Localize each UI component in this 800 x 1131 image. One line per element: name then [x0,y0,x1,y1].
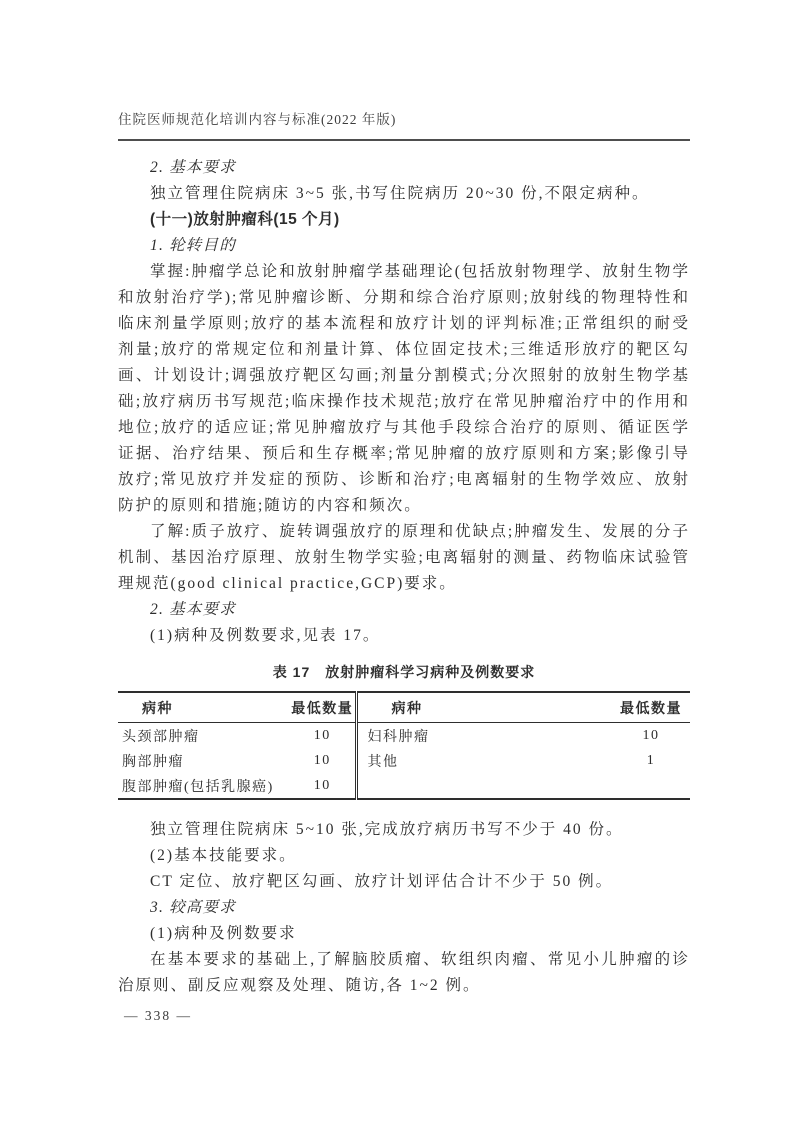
col-header-disease-left: 病种 [118,692,290,723]
para-disease-count-requirement: (1)病种及例数要求,见表 17。 [150,627,381,644]
table-cell-disease: 胸部肿瘤 [122,754,184,770]
table-title: 表 17 放射肿瘤科学习病种及例数要求 [272,664,536,680]
heading-rotation-purpose: 1. 轮转目的 [150,237,236,254]
page-body [118,155,690,999]
para-ct-requirement: CT 定位、放疗靶区勾画、放疗计划评估合计不少于 50 例。 [150,873,614,890]
para-advanced-detail: 在基本要求的基础上,了解脑胶质瘤、软组织肉瘤、常见小儿肿瘤的诊治原则、副反应观察及处理、随访,各 1~2 例。 [118,951,690,994]
table-cell-count [612,773,690,799]
table-cell-count: 1 [646,752,656,768]
page-number: — 338 — [124,1008,192,1023]
para-beds-basic: 独立管理住院病床 3~5 张,书写住院病历 20~30 份,不限定病种。 [150,185,650,202]
table-header-row [118,692,690,723]
para-disease-count-requirement-2: (1)病种及例数要求 [150,925,297,942]
table-row [118,723,690,749]
para-master-requirements: 掌握:肿瘤学总论和放射肿瘤学基础理论(包括放射物理学、放射生物学和放射治疗学);常见肿瘤诊断、分期和综合治疗原则;放射线的物理特性和临床剂量学原则;放疗的基本流程和放疗计划的评判标准;正常组织的耐受剂量;放疗的常规定位和剂量计算、体位固定技术;三维适形放疗的靶区勾画、计划设计;调强放疗靶区勾画;剂量分割模式;分次照射的放射生物学基础;放疗病历书写规范;临床操作技术规范;放疗在常见肿瘤治疗中的作用和地位;放疗的适应证;常见肿瘤放疗与其他手段综合治疗的原则、循证医学证据、治疗结果、预后和生存概率;常见肿瘤的放疗原则和方案;影像引导放疗;常见放疗并发症的预防、诊断和治疗;电离辐射的生物学效应、放射防护的原则和措施;随访的内容和频次。 [118,263,690,514]
table-cell-disease: 腹部肿瘤(包括乳腺癌) [122,779,274,795]
table-cell-count: 10 [313,777,331,793]
content-column [118,0,690,1024]
table-cell-count: 10 [642,727,660,743]
heading-basic-requirements-2: 2. 基本要求 [150,601,236,618]
col-header-min-count-left: 最低数量 [290,692,356,723]
para-beds-advanced: 独立管理住院病床 5~10 张,完成放疗病历书写不少于 40 份。 [150,821,624,838]
running-header-text: 住院医师规范化培训内容与标准(2022 年版) [118,110,690,141]
table-cell-disease [356,773,612,799]
col-header-min-count-right: 最低数量 [612,692,690,723]
table-cell-count: 10 [313,727,331,743]
table-cell-disease: 妇科肿瘤 [356,723,612,749]
disease-requirements-table [118,691,690,800]
table-cell-disease: 其他 [356,748,612,773]
running-header [118,0,690,141]
table-row [118,748,690,773]
col-header-disease-right: 病种 [356,692,612,723]
heading-section-radiation-oncology: (十一)放射肿瘤科(15 个月) [150,211,340,228]
table-cell-disease: 头颈部肿瘤 [122,729,200,745]
heading-higher-requirements: 3. 较高要求 [150,899,236,916]
table-cell-count: 10 [313,752,331,768]
para-understand-requirements: 了解:质子放疗、旋转调强放疗的原理和优缺点;肿瘤发生、发展的分子机制、基因治疗原理、放射生物学实验;电离辐射的测量、药物临床试验管理规范(good clinical practice,GCP)要求。 [118,523,690,592]
table-row [118,773,690,799]
heading-basic-requirements-1: 2. 基本要求 [150,159,236,176]
para-skill-requirement: (2)基本技能要求。 [150,847,297,864]
